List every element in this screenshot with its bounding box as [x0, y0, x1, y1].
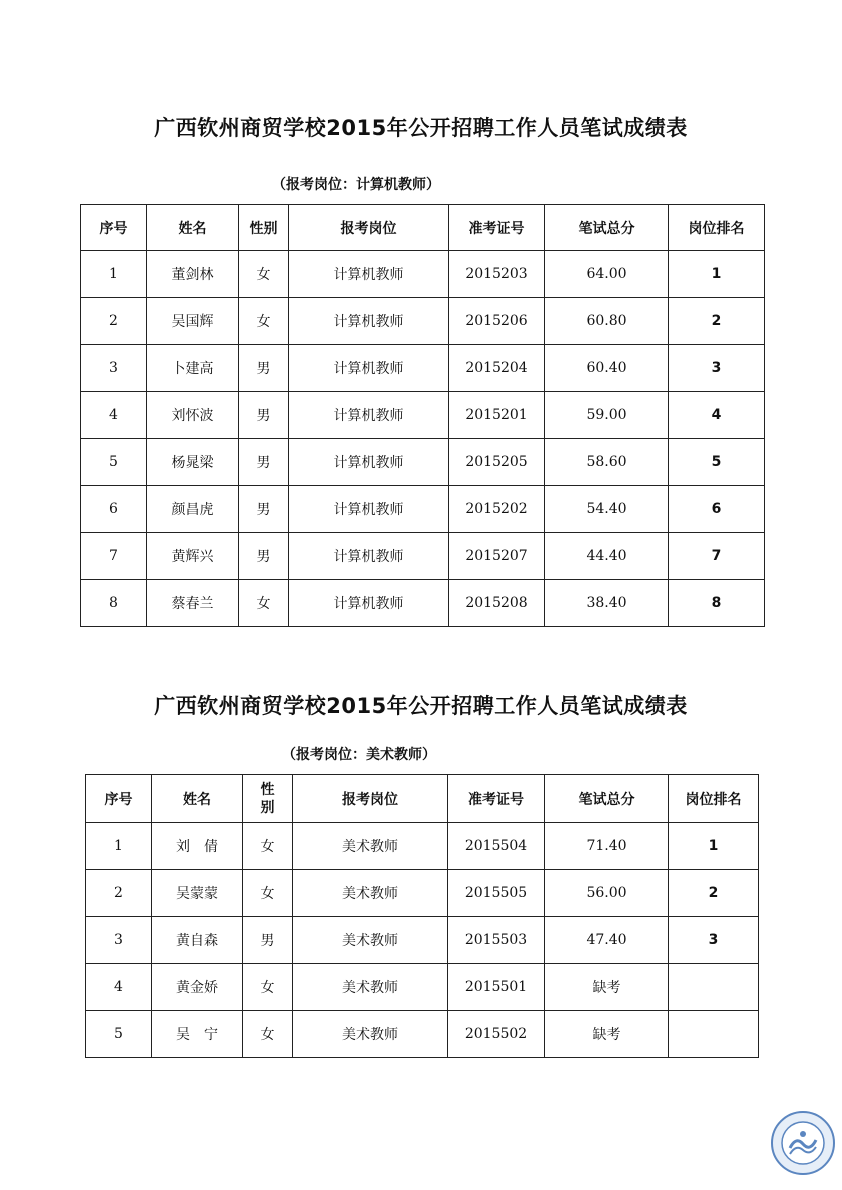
table-cell: 3	[86, 917, 152, 964]
table-cell: 3	[669, 917, 759, 964]
table-cell: 2015202	[449, 486, 545, 533]
table-row	[81, 298, 765, 345]
table1-subtitle: （报考岗位：计算机教师）	[272, 177, 440, 193]
table-cell: 56.00	[545, 870, 669, 917]
table-cell: 2015502	[448, 1011, 545, 1058]
table-cell: 计算机教师	[289, 486, 449, 533]
table-cell: 2	[86, 870, 152, 917]
table-cell: 6	[81, 486, 147, 533]
table-cell: 5	[669, 439, 765, 486]
score-table-computer	[80, 204, 765, 627]
col-header: 序号	[86, 775, 152, 823]
table-cell: 54.40	[545, 486, 669, 533]
col-header: 姓名	[147, 205, 239, 251]
score-table-art	[85, 774, 759, 1058]
table-cell: 男	[239, 533, 289, 580]
table-cell: 58.60	[545, 439, 669, 486]
table-cell	[669, 964, 759, 1011]
table-cell: 1	[669, 823, 759, 870]
table2-title: 广西钦州商贸学校2015年公开招聘工作人员笔试成绩表	[154, 694, 688, 718]
table-cell: 60.80	[545, 298, 669, 345]
table-cell: 4	[669, 392, 765, 439]
table-cell: 1	[669, 251, 765, 298]
table-cell: 缺考	[545, 964, 669, 1011]
table-row	[81, 580, 765, 627]
table-cell: 女	[243, 870, 293, 917]
table-cell: 男	[239, 345, 289, 392]
table-cell: 2	[669, 870, 759, 917]
table-cell: 男	[243, 917, 293, 964]
table-cell: 计算机教师	[289, 298, 449, 345]
school-seal-icon	[770, 1110, 836, 1176]
table-cell: 1	[81, 251, 147, 298]
col-header: 性 别	[243, 775, 293, 823]
table-cell: 4	[86, 964, 152, 1011]
table-header-row	[86, 775, 759, 823]
table-cell: 女	[239, 298, 289, 345]
table-cell: 女	[243, 1011, 293, 1058]
table-cell	[669, 1011, 759, 1058]
col-header: 准考证号	[449, 205, 545, 251]
col-header: 笔试总分	[545, 775, 669, 823]
table-cell: 计算机教师	[289, 580, 449, 627]
table1-title: 广西钦州商贸学校2015年公开招聘工作人员笔试成绩表	[154, 116, 688, 140]
col-header: 序号	[81, 205, 147, 251]
col-header: 性别	[239, 205, 289, 251]
table-cell: 44.40	[545, 533, 669, 580]
table-cell: 64.00	[545, 251, 669, 298]
table-cell: 刘 倩	[152, 823, 243, 870]
table-cell: 2015207	[449, 533, 545, 580]
table-cell: 8	[669, 580, 765, 627]
table-row	[86, 823, 759, 870]
table-cell: 2015203	[449, 251, 545, 298]
table-cell: 47.40	[545, 917, 669, 964]
table-cell: 男	[239, 392, 289, 439]
table-row	[81, 486, 765, 533]
table-row	[86, 870, 759, 917]
table-cell: 5	[81, 439, 147, 486]
table-cell: 计算机教师	[289, 439, 449, 486]
table-cell: 吴 宁	[152, 1011, 243, 1058]
table-cell: 黄金娇	[152, 964, 243, 1011]
table-cell: 刘怀波	[147, 392, 239, 439]
col-header: 笔试总分	[545, 205, 669, 251]
table-cell: 2015501	[448, 964, 545, 1011]
table-cell: 2015505	[448, 870, 545, 917]
table-cell: 2015208	[449, 580, 545, 627]
table-cell: 男	[239, 486, 289, 533]
table-cell: 黄辉兴	[147, 533, 239, 580]
table-row	[81, 392, 765, 439]
table-cell: 38.40	[545, 580, 669, 627]
table-cell: 59.00	[545, 392, 669, 439]
table-cell: 吴国辉	[147, 298, 239, 345]
col-header: 准考证号	[448, 775, 545, 823]
table-row	[86, 1011, 759, 1058]
table-cell: 7	[81, 533, 147, 580]
table-cell: 2015201	[449, 392, 545, 439]
table-cell: 董剑林	[147, 251, 239, 298]
table-cell: 60.40	[545, 345, 669, 392]
table-row	[86, 964, 759, 1011]
table-cell: 女	[239, 251, 289, 298]
table-cell: 71.40	[545, 823, 669, 870]
table-cell: 2015206	[449, 298, 545, 345]
table-header-row	[81, 205, 765, 251]
table-cell: 颜昌虎	[147, 486, 239, 533]
table-cell: 8	[81, 580, 147, 627]
table-cell: 5	[86, 1011, 152, 1058]
table-cell: 计算机教师	[289, 251, 449, 298]
table-cell: 计算机教师	[289, 392, 449, 439]
table-cell: 黄自森	[152, 917, 243, 964]
table-cell: 女	[243, 964, 293, 1011]
table2-subtitle: （报考岗位：美术教师）	[282, 747, 436, 763]
table-cell: 美术教师	[293, 964, 448, 1011]
table-cell: 计算机教师	[289, 345, 449, 392]
table-cell: 2015205	[449, 439, 545, 486]
table-cell: 卜建高	[147, 345, 239, 392]
table-cell: 2015503	[448, 917, 545, 964]
col-header: 姓名	[152, 775, 243, 823]
table-cell: 6	[669, 486, 765, 533]
table-cell: 缺考	[545, 1011, 669, 1058]
table-cell: 吴蒙蒙	[152, 870, 243, 917]
table-cell: 女	[239, 580, 289, 627]
col-header: 报考岗位	[293, 775, 448, 823]
table-cell: 1	[86, 823, 152, 870]
table-cell: 2015504	[448, 823, 545, 870]
col-header: 岗位排名	[669, 205, 765, 251]
table-row	[81, 439, 765, 486]
table-row	[81, 533, 765, 580]
table-cell: 美术教师	[293, 870, 448, 917]
table-cell: 杨晁梁	[147, 439, 239, 486]
table-row	[81, 251, 765, 298]
table-row	[86, 917, 759, 964]
table-cell: 7	[669, 533, 765, 580]
table-cell: 美术教师	[293, 917, 448, 964]
table-cell: 2	[81, 298, 147, 345]
col-header: 岗位排名	[669, 775, 759, 823]
table-cell: 4	[81, 392, 147, 439]
table-cell: 3	[669, 345, 765, 392]
table-row	[81, 345, 765, 392]
table-cell: 2015204	[449, 345, 545, 392]
table-cell: 2	[669, 298, 765, 345]
table-cell: 美术教师	[293, 823, 448, 870]
table-cell: 男	[239, 439, 289, 486]
table-cell: 蔡春兰	[147, 580, 239, 627]
table-cell: 3	[81, 345, 147, 392]
table-cell: 美术教师	[293, 1011, 448, 1058]
table-cell: 女	[243, 823, 293, 870]
table-cell: 计算机教师	[289, 533, 449, 580]
col-header: 报考岗位	[289, 205, 449, 251]
